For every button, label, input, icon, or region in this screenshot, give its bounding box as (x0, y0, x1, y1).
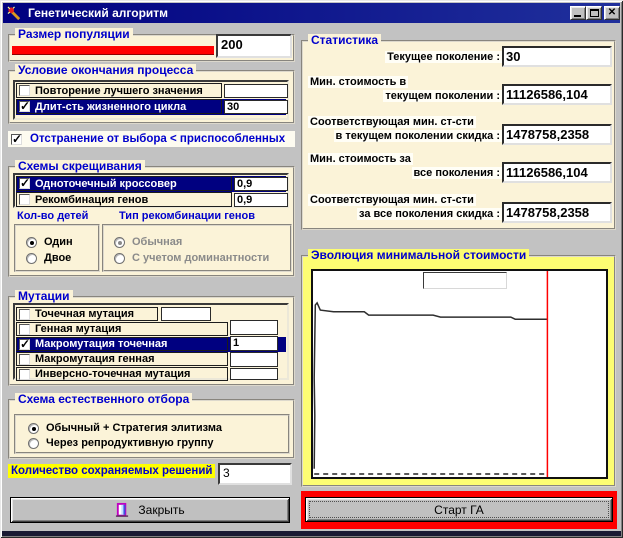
evolution-plot (311, 269, 608, 479)
mutations-listbox (13, 303, 289, 380)
radio-selection-elitism[interactable] (28, 422, 222, 434)
mutations-group (8, 289, 295, 386)
statistics-group-title: Статистика (308, 34, 381, 47)
mutations-group-title: Мутации (15, 290, 73, 303)
radio-icon[interactable] (28, 423, 39, 434)
radio-icon (114, 253, 125, 264)
stat-label (308, 50, 502, 64)
children-count-box (14, 224, 100, 272)
start-panel (301, 491, 617, 529)
stat-label (308, 153, 502, 180)
population-red-bar (12, 46, 214, 55)
close-icon: ✕ (607, 7, 617, 18)
radio-label: Обычная (132, 236, 183, 248)
min-cost-all-discount-value[interactable]: 1478758,2358 (502, 202, 612, 223)
checkbox-icon[interactable] (19, 339, 30, 350)
radio-icon[interactable] (28, 438, 39, 449)
radio-label: Один (44, 236, 73, 248)
crossover-probability-input[interactable]: 0,9 (234, 177, 288, 191)
recombination-type-box (102, 224, 292, 272)
population-group-title: Размер популяции (15, 28, 133, 41)
termination-group (8, 63, 295, 124)
termination-row-value-input[interactable] (224, 84, 288, 98)
radio-children-one[interactable] (26, 236, 73, 248)
crossover-row[interactable] (16, 192, 286, 208)
exclusion-checkbox-row[interactable] (8, 131, 295, 147)
mutation-row-label: Точечная мутация (35, 308, 135, 320)
stat-label-line: за все поколения скидка : (359, 208, 500, 220)
stat-label (308, 116, 502, 143)
window-bottom-edge (2, 531, 621, 536)
stat-label-line: Соответствующая мин. ст-сти (310, 116, 474, 128)
saved-solutions-label: Количество сохраняемых решений (8, 464, 215, 478)
maximize-button[interactable] (586, 6, 602, 20)
mutation-row-label: Генная мутация (35, 323, 122, 335)
evolution-chart-group (301, 248, 616, 487)
radio-icon[interactable] (26, 253, 37, 264)
checkbox-icon[interactable] (19, 354, 30, 365)
min-cost-current-discount-value[interactable]: 1478758,2358 (502, 124, 612, 145)
termination-row[interactable] (16, 99, 286, 115)
termination-listbox (13, 80, 289, 120)
stat-label-line: Текущее поколение : (387, 51, 500, 63)
evolution-curve-svg (313, 271, 606, 477)
stat-label-line: в текущем поколении скидка : (335, 130, 500, 142)
recombination-probability-input[interactable]: 0,9 (234, 193, 288, 207)
stat-label-line: Соответствующая мин. ст-сти (310, 194, 474, 206)
radio-selection-reproductive[interactable] (28, 437, 214, 449)
radio-recombination-normal[interactable] (114, 236, 182, 248)
children-count-label: Кол-во детей (17, 210, 89, 222)
checkbox-icon[interactable] (19, 178, 30, 189)
mutation-probability-input[interactable]: 1 (230, 336, 278, 351)
statistics-group (301, 33, 616, 230)
exclusion-label: Отстранение от выбора < приспособленных (30, 133, 286, 145)
checkbox-icon[interactable] (19, 309, 30, 320)
plot-overlay-box (423, 272, 507, 289)
checkbox-icon[interactable] (11, 134, 22, 145)
min-cost-all-value[interactable]: 11126586,104 (502, 162, 612, 183)
stat-label-line: все поколения : (413, 167, 500, 179)
radio-label: С учетом доминантности (132, 252, 270, 264)
window-title: Генетический алгоритм (28, 6, 169, 20)
checkbox-icon[interactable] (19, 101, 30, 112)
wand-icon (7, 6, 22, 21)
close-button[interactable] (10, 497, 290, 523)
minimize-button[interactable] (570, 6, 586, 20)
crossover-listbox (13, 173, 289, 208)
start-ga-button[interactable] (305, 497, 613, 522)
mutation-probability-input[interactable] (230, 320, 278, 335)
focus-rect (309, 501, 609, 518)
crossover-row[interactable] (16, 176, 286, 192)
exit-door-icon (115, 502, 130, 518)
radio-icon[interactable] (26, 237, 37, 248)
evolution-chart-title: Эволюция минимальной стоимости (308, 249, 529, 262)
selection-options-box (14, 414, 290, 454)
close-button-label: Закрыть (138, 503, 185, 517)
termination-group-title: Условие окончания процесса (15, 64, 196, 77)
stat-label-line: Мин. стоимость в (310, 76, 407, 88)
start-ga-button-label: Старт ГА (434, 502, 484, 517)
radio-recombination-dominance[interactable] (114, 252, 269, 264)
mutation-row-label: Макромутация точечная (35, 338, 168, 350)
mutation-row-label: Макромутация генная (35, 353, 155, 365)
recombination-type-label: Тип рекомбинации генов (119, 210, 256, 222)
stat-label (308, 76, 502, 103)
mutation-row-label: Инверсно-точечная мутация (35, 368, 191, 380)
minimize-icon (574, 15, 581, 17)
radio-label: Обычный + Стратегия элитизма (46, 422, 222, 434)
maximize-icon (590, 9, 599, 17)
selection-group (8, 392, 295, 459)
crossover-group-title: Схемы скрещивания (15, 160, 145, 173)
saved-solutions-input[interactable]: 3 (218, 463, 292, 485)
current-generation-value[interactable]: 30 (502, 46, 612, 67)
crossover-group (8, 159, 295, 277)
radio-label: Через репродуктивную группу (46, 437, 214, 449)
checkbox-icon[interactable] (19, 194, 30, 205)
min-cost-current-value[interactable]: 11126586,104 (502, 84, 612, 105)
crossover-row-label: Рекомбинация генов (35, 193, 149, 206)
crossover-row-label: Одноточечный кроссовер (35, 177, 177, 190)
stat-label (308, 194, 502, 221)
checkbox-icon[interactable] (19, 85, 30, 96)
stat-label-line: Мин. стоимость за (310, 153, 411, 165)
radio-label: Двое (44, 252, 72, 264)
termination-row-label: Повторение лучшего значения (35, 84, 203, 97)
mutation-probability-input[interactable] (230, 352, 278, 367)
stat-label-line: текущем поколении : (385, 90, 500, 102)
titlebar[interactable] (3, 3, 620, 23)
termination-row-value-input[interactable]: 30 (224, 100, 288, 114)
mutation-probability-input[interactable] (161, 307, 211, 321)
selection-group-title: Схема естественного отбора (15, 393, 192, 406)
checkbox-icon[interactable] (19, 369, 30, 380)
mutation-probability-input[interactable] (230, 368, 278, 380)
termination-row[interactable] (16, 83, 286, 99)
radio-children-two[interactable] (26, 252, 71, 264)
checkbox-icon[interactable] (19, 324, 30, 335)
close-window-button[interactable] (604, 6, 620, 20)
radio-icon (114, 237, 125, 248)
population-size-input[interactable]: 200 (216, 34, 292, 58)
termination-row-label: Длит-сть жизненного цикла (35, 100, 187, 113)
